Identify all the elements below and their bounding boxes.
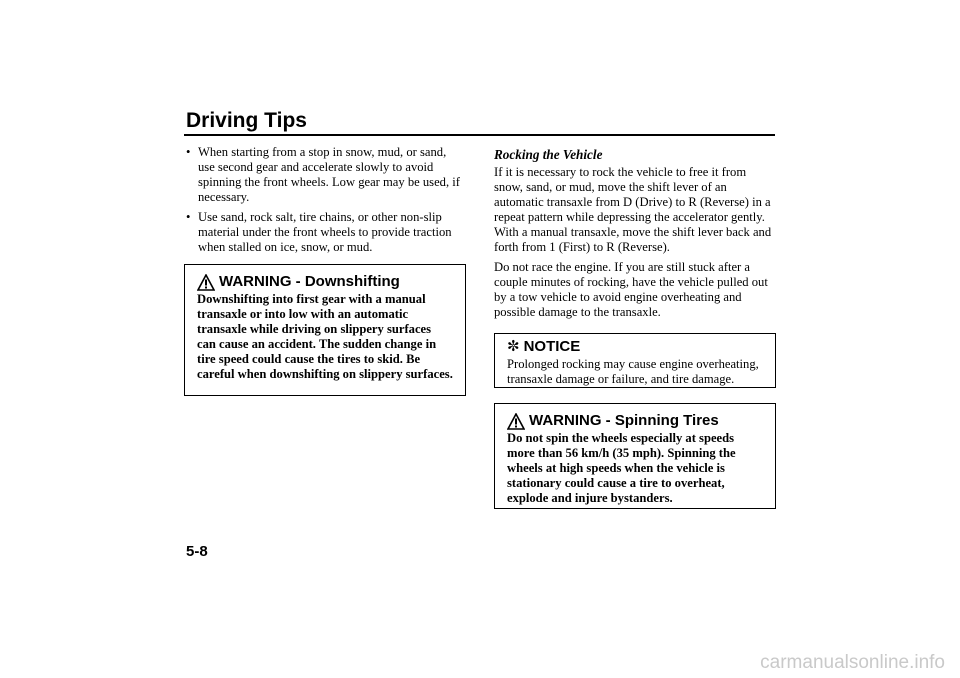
notice-text: Prolonged rocking may cause engine overheating, transaxle damage or failure, and tire damage. xyxy=(507,357,759,386)
list-item xyxy=(184,145,466,205)
title-rule xyxy=(184,134,775,136)
notice-star-icon: ✼ xyxy=(507,338,520,355)
warning-heading-text: WARNING - Downshifting xyxy=(219,273,400,290)
page-title: Driving Tips xyxy=(186,109,307,132)
warning-text: Do not spin the wheels especially at speeds more than 56 km/h (35 mph). Spinning the wheels at high speeds when the vehicle is stationary could cause a tire to overheat, explode and injure bystanders. xyxy=(507,431,736,505)
left-column xyxy=(184,145,466,396)
warning-triangle-icon xyxy=(507,413,525,430)
notice-heading-text: NOTICE xyxy=(523,338,581,355)
warning-triangle-icon xyxy=(197,274,215,291)
warning-heading-text: WARNING - Spinning Tires xyxy=(529,412,719,429)
warning-heading xyxy=(507,412,763,430)
page-number: 5-8 xyxy=(186,543,208,560)
list-item-text: Use sand, rock salt, tire chains, or other non-slip material under the front wheels to provide traction when stalled on ice, snow, or mud. xyxy=(198,210,452,254)
warning-downshifting-box xyxy=(184,264,466,396)
section-subheading: Rocking the Vehicle xyxy=(494,147,603,162)
warning-spinning-tires-box xyxy=(494,403,776,509)
notice-heading xyxy=(507,338,763,356)
warning-heading xyxy=(197,273,453,291)
bullet-glyph: • xyxy=(186,145,191,159)
list-item xyxy=(184,210,466,255)
list-item-text: When starting from a stop in snow, mud, or sand, use second gear and accelerate slowly to avoid spinning the front wheels. Low gear may be used, if necessary. xyxy=(198,145,460,204)
watermark: carmanualsonline.info xyxy=(760,652,945,673)
warning-text: Downshifting into first gear with a manual transaxle or into low with an automatic transaxle while driving on slippery surfaces can cause an accident. The sudden change in tire speed could cause the tires to skid. Be careful when downshifting on slippery surfaces. xyxy=(197,292,453,381)
paragraph: If it is necessary to rock the vehicle to free it from snow, sand, or mud, move the shift lever of an automatic transaxle from D (Drive) to R (Reverse) in a repeat pattern while depressing the accelerator gently. With a manual transaxle, move the shift lever back and forth from 1 (First) to R (Reverse). xyxy=(494,165,772,254)
right-column xyxy=(494,145,776,509)
tips-list xyxy=(184,145,466,255)
notice-box xyxy=(494,333,776,388)
paragraph: Do not race the engine. If you are still stuck after a couple minutes of rocking, have the vehicle pulled out by a tow vehicle to avoid engine overheating and possible damage to the transaxle. xyxy=(494,260,768,319)
bullet-glyph: • xyxy=(186,210,191,224)
